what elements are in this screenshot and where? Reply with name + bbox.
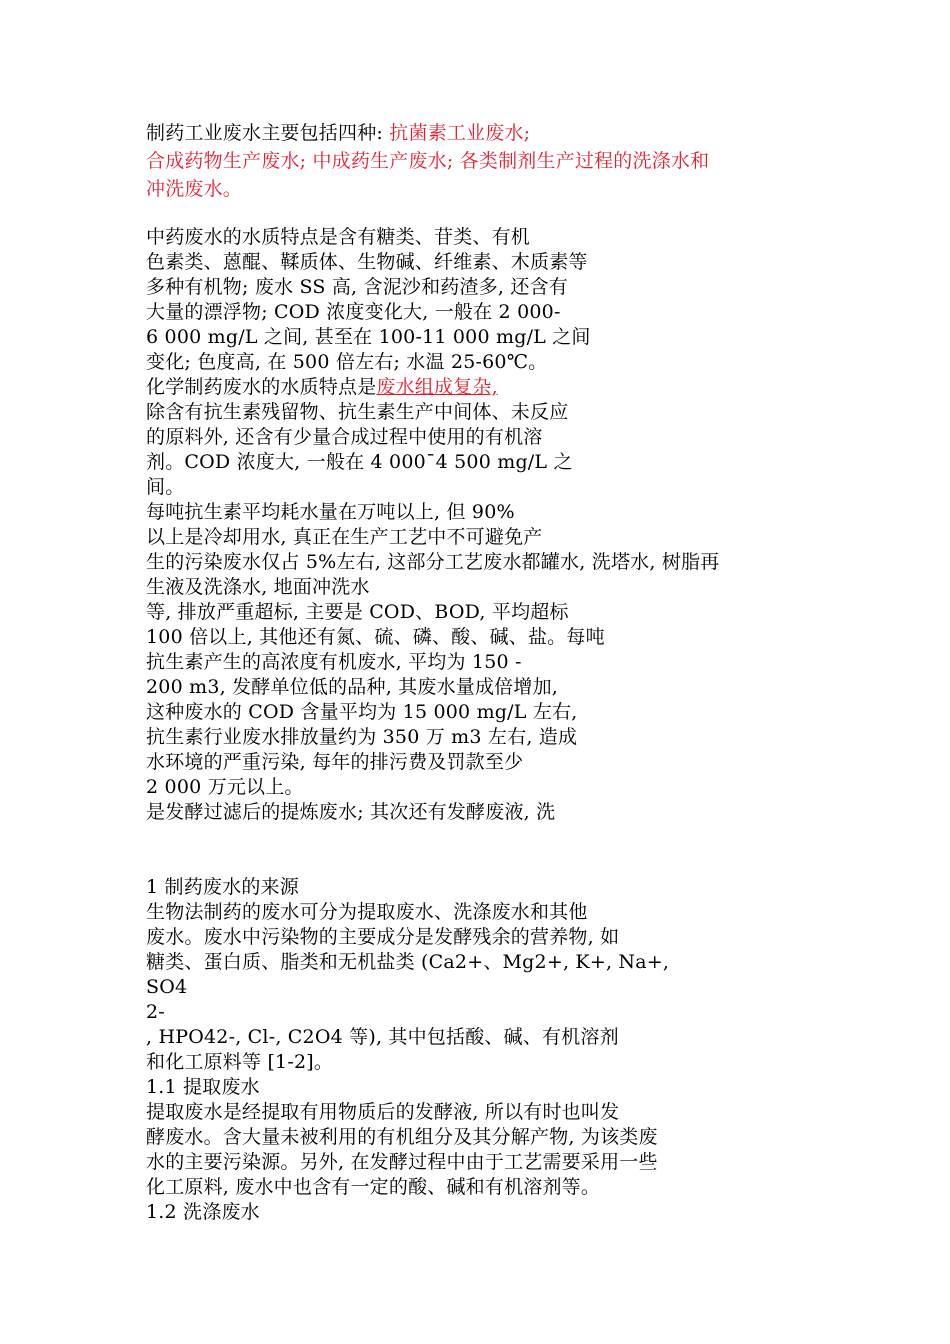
antibiotic-line: 水环境的严重污染, 每年的排污费及罚款至少 [146, 751, 524, 773]
intro-highlight: 抗菌素工业废水; [389, 122, 531, 144]
chem-line: 除含有抗生素残留物、抗生素生产中间体、未反应 [146, 401, 569, 423]
intro-line-3: 冲洗废水。 [146, 178, 243, 200]
section1-line: 和化工原料等 [1-2]。 [146, 1051, 334, 1073]
section-heading: 1 制药废水的来源 [146, 876, 299, 898]
chem-line: 的原料外, 还含有少量合成过程中使用的有机溶 [146, 426, 543, 448]
chem-line: 间。 [146, 476, 185, 498]
section11-line: 水的主要污染源。另外, 在发酵过程中由于工艺需要采用一些 [146, 1151, 658, 1173]
subsection-heading: 1.1 提取废水 [146, 1076, 260, 1098]
subsection-heading: 1.2 洗涤废水 [146, 1201, 260, 1223]
chem-link[interactable]: 废水组成复杂, [376, 376, 498, 398]
intro-text: 制药工业废水主要包括四种: [146, 122, 390, 144]
tcm-line: 6 000 mg/L 之间, 甚至在 100-11 000 mg/L 之间 [146, 326, 591, 348]
section1-line: 2- [146, 1001, 165, 1023]
section1-line: , HPO42-, Cl-, C2O4 等), 其中包括酸、碱、有机溶剂 [146, 1026, 619, 1048]
antibiotic-line: 生的污染废水仅占 5%左右, 这部分工艺废水都罐水, 洗塔水, 树脂再 [146, 551, 720, 573]
tcm-line: 变化; 色度高, 在 500 倍左右; 水温 25-60℃。 [146, 351, 548, 373]
tcm-line: 大量的漂浮物; COD 浓度变化大, 一般在 2 000- [146, 301, 561, 323]
antibiotic-line: 是发酵过滤后的提炼废水; 其次还有发酵废液, 洗 [146, 801, 556, 823]
section11-line: 酵废水。含大量未被利用的有机组分及其分解产物, 为该类废 [146, 1126, 658, 1148]
antibiotic-line: 每吨抗生素平均耗水量在万吨以上, 但 90% [146, 501, 515, 523]
intro-line-1 [146, 120, 530, 146]
antibiotic-line: 100 倍以上, 其他还有氮、硫、磷、酸、碱、盐。每吨 [146, 626, 605, 648]
chem-line-1 [146, 374, 498, 400]
section1-line: 生物法制药的废水可分为提取废水、洗涤废水和其他 [146, 901, 588, 923]
chem-line: 剂。COD 浓度大, 一般在 4 000¯4 500 mg/L 之 [146, 451, 573, 473]
antibiotic-line: 以上是冷却用水, 真正在生产工艺中不可避免产 [146, 526, 543, 548]
antibiotic-line: 抗生素行业废水排放量约为 350 万 m3 左右, 造成 [146, 726, 578, 748]
section1-line: 废水。废水中污染物的主要成分是发酵残余的营养物, 如 [146, 926, 620, 948]
antibiotic-line: 2 000 万元以上。 [146, 776, 304, 798]
section11-line: 提取废水是经提取有用物质后的发酵液, 所以有时也叫发 [146, 1101, 620, 1123]
antibiotic-line: 抗生素产生的高浓度有机废水, 平均为 150 - [146, 651, 522, 673]
antibiotic-line: 生液及洗涤水, 地面冲洗水 [146, 576, 370, 598]
tcm-line: 中药废水的水质特点是含有糖类、苷类、有机 [146, 226, 531, 248]
section1-line: 糖类、蛋白质、脂类和无机盐类 (Ca2+、Mg2+, K+, Na+, [146, 951, 670, 973]
tcm-line: 色素类、蒽醌、鞣质体、生物碱、纤维素、木质素等 [146, 251, 588, 273]
section1-line: SO4 [146, 976, 188, 998]
chem-text: 化学制药废水的水质特点是 [146, 376, 377, 398]
antibiotic-line: 这种废水的 COD 含量平均为 15 000 mg/L 左右, [146, 701, 578, 723]
antibiotic-line: 等, 排放严重超标, 主要是 COD、BOD, 平均超标 [146, 601, 569, 623]
antibiotic-line: 200 m3, 发酵单位低的品种, 其废水量成倍增加, [146, 676, 559, 698]
tcm-line: 多种有机物; 废水 SS 高, 含泥沙和药渣多, 还含有 [146, 276, 568, 298]
section11-line: 化工原料, 废水中也含有一定的酸、碱和有机溶剂等。 [146, 1176, 601, 1198]
intro-line-2: 合成药物生产废水; 中成药生产废水; 各类制剂生产过程的洗涤水和 [146, 150, 710, 172]
